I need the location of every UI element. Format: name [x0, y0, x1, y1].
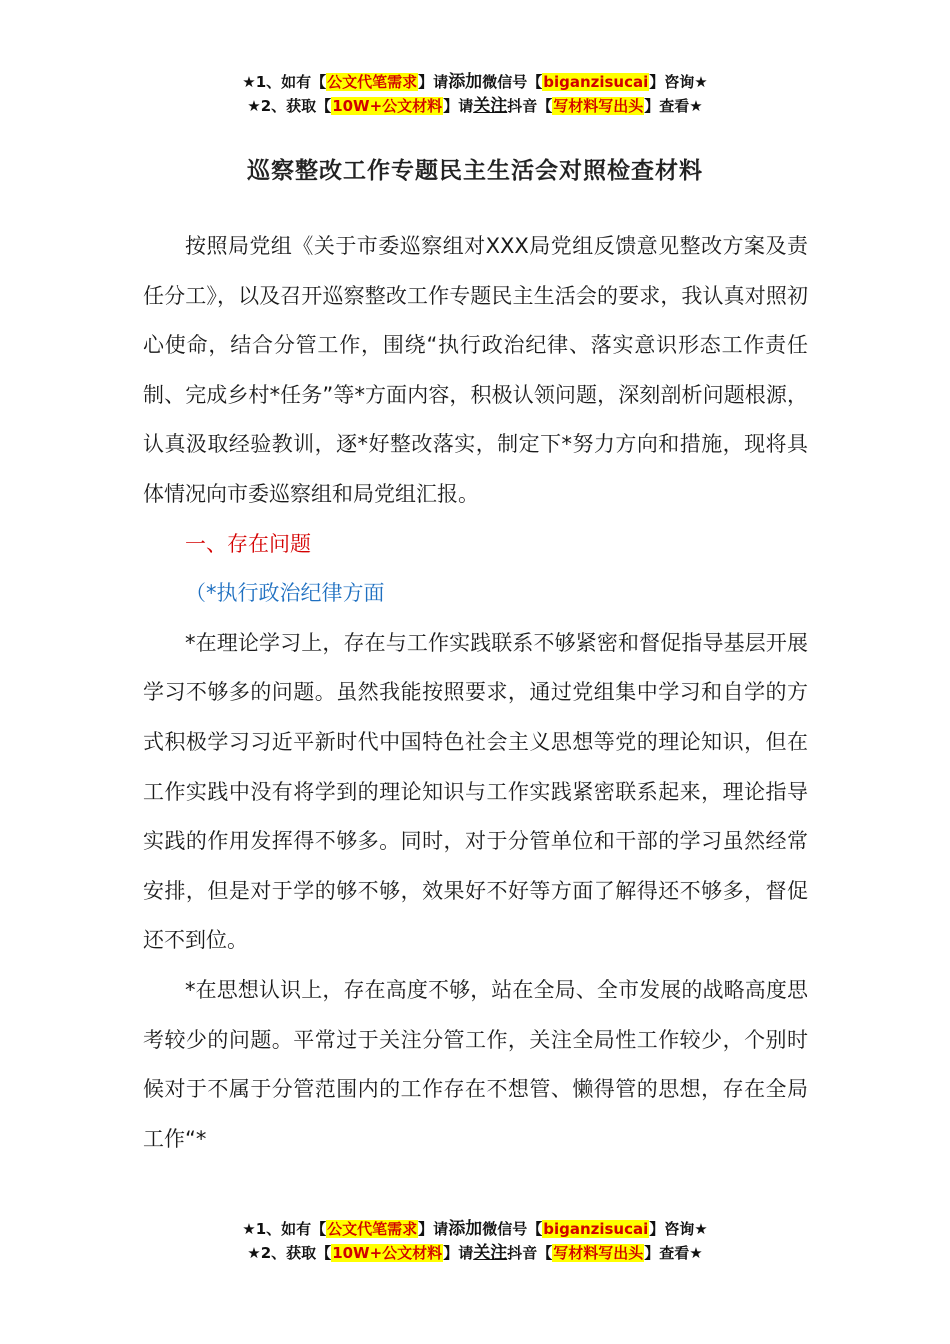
promo-text: 】查看	[644, 1244, 690, 1262]
body-paragraph: *在理论学习上，存在与工作实践联系不够紧密和督促指导基层开展学习不够多的问题。虽然我能按照要求，通过党组集中学习和自学的方式积极学习习近平新时代中国特色社会主义思想等党的理论知识，但在工作实践中没有将学到的理论知识与工作实践紧密联系起来，理论指导实践的作用发挥得不够多。同时，对于分管单位和干部的学习虽然经常安排，但是对于学的够不够，效果好不好等方面了解得还不够多，督促还不到位。	[143, 630, 808, 953]
promo-line-1	[0, 1217, 950, 1241]
star-icon: ★	[689, 97, 703, 115]
highlight-service: 公文代笔需求	[327, 1220, 418, 1238]
highlight-wechat-id: biganzisucai	[543, 73, 649, 91]
promo-text: 】请	[418, 1220, 449, 1238]
promo-line-2	[0, 1241, 950, 1265]
promo-text: 2、获取【	[260, 1244, 332, 1262]
promo-text: 】查看	[644, 97, 690, 115]
promo-emphasis: 关注	[473, 96, 508, 116]
star-icon: ★	[247, 1244, 261, 1262]
star-icon: ★	[694, 73, 708, 91]
promo-banner-top	[0, 70, 950, 118]
promo-text: 抖音【	[507, 97, 553, 115]
promo-text: 】咨询	[649, 73, 695, 91]
promo-text: 1、如有【	[255, 73, 327, 91]
star-icon: ★	[694, 1220, 708, 1238]
promo-text: 2、获取【	[260, 97, 332, 115]
promo-emphasis: 添加	[448, 72, 483, 92]
highlight-douyin-id: 写材料写出头	[553, 1244, 644, 1262]
promo-text: 】请	[418, 73, 449, 91]
star-icon: ★	[242, 73, 256, 91]
document-title: 巡察整改工作专题民主生活会对照检查材料	[247, 158, 703, 184]
intro-paragraph: 按照局党组《关于市委巡察组对XXX局党组反馈意见整改方案及责任分工》，以及召开巡察整改工作专题民主生活会的要求，我认真对照初心使命，结合分管工作，围绕“执行政治纪律、落实意识形态工作责任制、完成乡村*任务”等*方面内容，积极认领问题，深刻剖析问题根源，认真汲取经验教训，逐*好整改落实，制定下*努力方向和措施，现将具体情况向市委巡察组和局党组汇报。	[143, 234, 808, 506]
promo-banner-bottom	[0, 1217, 950, 1265]
highlight-douyin-id: 写材料写出头	[553, 97, 644, 115]
promo-text: 】请	[443, 1244, 474, 1262]
promo-text: 1、如有【	[255, 1220, 327, 1238]
promo-emphasis: 添加	[448, 1219, 483, 1239]
star-icon: ★	[242, 1220, 256, 1238]
section-heading: 一、存在问题	[185, 531, 311, 556]
promo-line-1	[0, 70, 950, 94]
highlight-materials: 10W+公文材料	[332, 97, 443, 115]
promo-text: 抖音【	[507, 1244, 553, 1262]
subsection-heading: （*执行政治纪律方面	[185, 581, 385, 606]
document-body	[143, 222, 808, 1164]
promo-text: 微信号【	[482, 1220, 543, 1238]
promo-emphasis: 关注	[473, 1243, 508, 1263]
promo-text: 】请	[443, 97, 474, 115]
highlight-materials: 10W+公文材料	[332, 1244, 443, 1262]
star-icon: ★	[689, 1244, 703, 1262]
highlight-service: 公文代笔需求	[327, 73, 418, 91]
highlight-wechat-id: biganzisucai	[543, 1220, 649, 1238]
star-icon: ★	[247, 97, 261, 115]
promo-text: 】咨询	[649, 1220, 695, 1238]
body-paragraph: *在思想认识上，存在高度不够，站在全局、全市发展的战略高度思考较少的问题。平常过于关注分管工作，关注全局性工作较少，个别时候对于不属于分管范围内的工作存在不想管、懒得管的思想，存在全局工作“*	[143, 977, 808, 1151]
promo-text: 微信号【	[482, 73, 543, 91]
promo-line-2	[0, 94, 950, 118]
